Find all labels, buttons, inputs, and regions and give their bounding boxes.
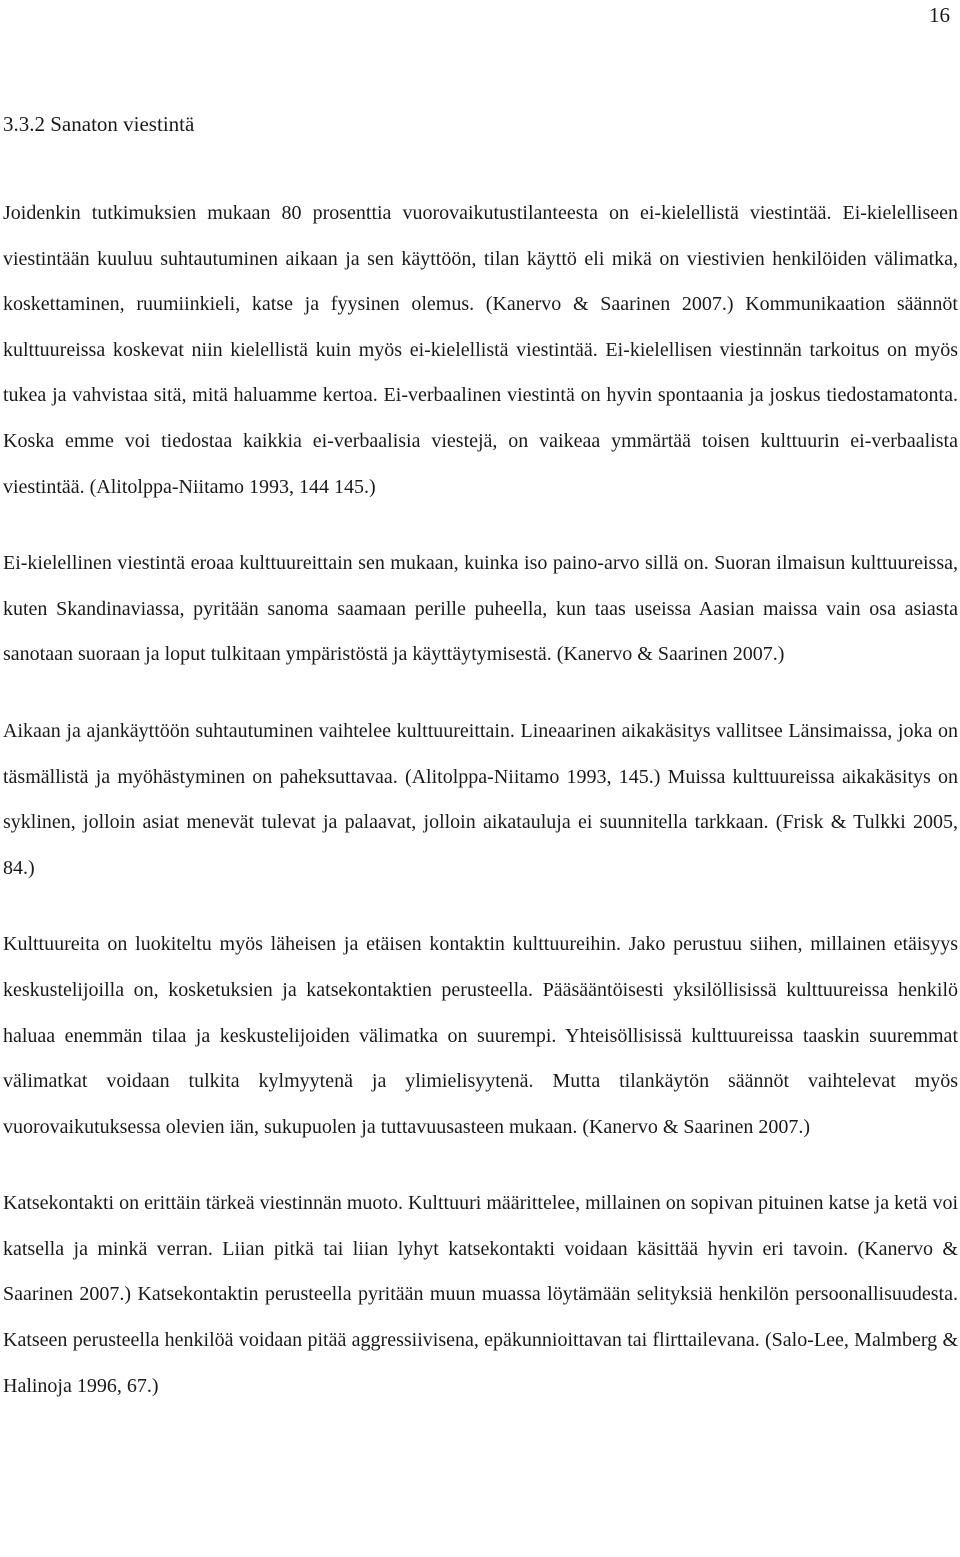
body-text: [3, 191, 958, 1409]
section-heading: 3.3.2 Sanaton viestintä: [3, 112, 195, 136]
paragraph-cultural-differences: Ei-kielellinen viestintä eroaa kulttuureittain sen mukaan, kuinka iso paino-arvo sillä on. Suoran ilmaisun kulttuureissa, kuten Skandinaviassa, pyritään sanoma saamaan perille puheella, kun taas useissa Aasian maissa vain osa asiasta sanotaan suoraan ja loput tulkitaan ympäristöstä ja käyttäytymisestä. (Kanervo & Saarinen 2007.): [3, 552, 958, 666]
paragraph-time-perception: Aikaan ja ajankäyttöön suhtautuminen vaihtelee kulttuureittain. Lineaarinen aikakäsitys vallitsee Länsimaissa, joka on täsmällistä ja myöhästyminen on paheksuttavaa. (Alitolppa-Niitamo 1993, 145.) Muissa kulttuureissa aikakäsitys on syklinen, jolloin asiat menevät tulevat ja palaavat, jolloin aikatauluja ei suunnitella tarkkaan. (Frisk & Tulkki 2005, 84.): [3, 719, 958, 879]
paragraph-contact-cultures: Kulttuureita on luokiteltu myös läheisen ja etäisen kontaktin kulttuureihin. Jako perustuu siihen, millainen etäisyys keskustelijoilla on, kosketuksien ja katsekontaktien perusteella. Pääsääntöisesti yksilöllisissä kulttuureissa henkilö haluaa enemmän tilaa ja keskustelijoiden välimatka on suurempi. Yhteisöllisissä kulttuureissa taaskin suuremmat välimatkat voidaan tulkita kylmyytenä ja ylimielisyytenä. Mutta tilankäytön säännöt vaihtelevat myös vuorovaikutuksessa olevien iän, sukupuolen ja tuttavuusasteen mukaan. (Kanervo & Saarinen 2007.): [3, 933, 958, 1138]
paragraph-eye-contact: Katsekontakti on erittäin tärkeä viestinnän muoto. Kulttuuri määrittelee, millainen on sopivan pituinen katse ja ketä voi katsella ja minkä verran. Liian pitkä tai liian lyhyt katsekontakti voidaan käsittää hyvin eri tavoin. (Kanervo & Saarinen 2007.) Katsekontaktin perusteella pyritään muun muassa löytämään selityksiä henkilön persoonallisuudesta. Katseen perusteella henkilöä voidaan pitää aggressiivisena, epäkunnioittavan tai flirttailevana. (Salo-Lee, Malmberg & Halinoja 1996, 67.): [3, 1192, 958, 1397]
page-number: 16: [929, 3, 950, 27]
paragraph-nonverbal-intro: Joidenkin tutkimuksien mukaan 80 prosenttia vuorovaikutustilanteesta on ei-kielellistä viestintää. Ei-kielelliseen viestintään kuuluu suhtautuminen aikaan ja sen käyttöön, tilan käyttö eli mikä on viestivien henkilöiden välimatka, koskettaminen, ruumiinkieli, katse ja fyysinen olemus. (Kanervo & Saarinen 2007.) Kommunikaation säännöt kulttuureissa koskevat niin kielellistä kuin myös ei-kielellistä viestintää. Ei-kielellisen viestinnän tarkoitus on myös tukea ja vahvistaa sitä, mitä haluamme kertoa. Ei-verbaalinen viestintä on hyvin spontaania ja joskus tiedostamatonta. Koska emme voi tiedostaa kaikkia ei-verbaalisia viestejä, on vaikeaa ymmärtää toisen kulttuurin ei-verbaalista viestintää. (Alitolppa-Niitamo 1993, 144 145.): [3, 202, 958, 498]
